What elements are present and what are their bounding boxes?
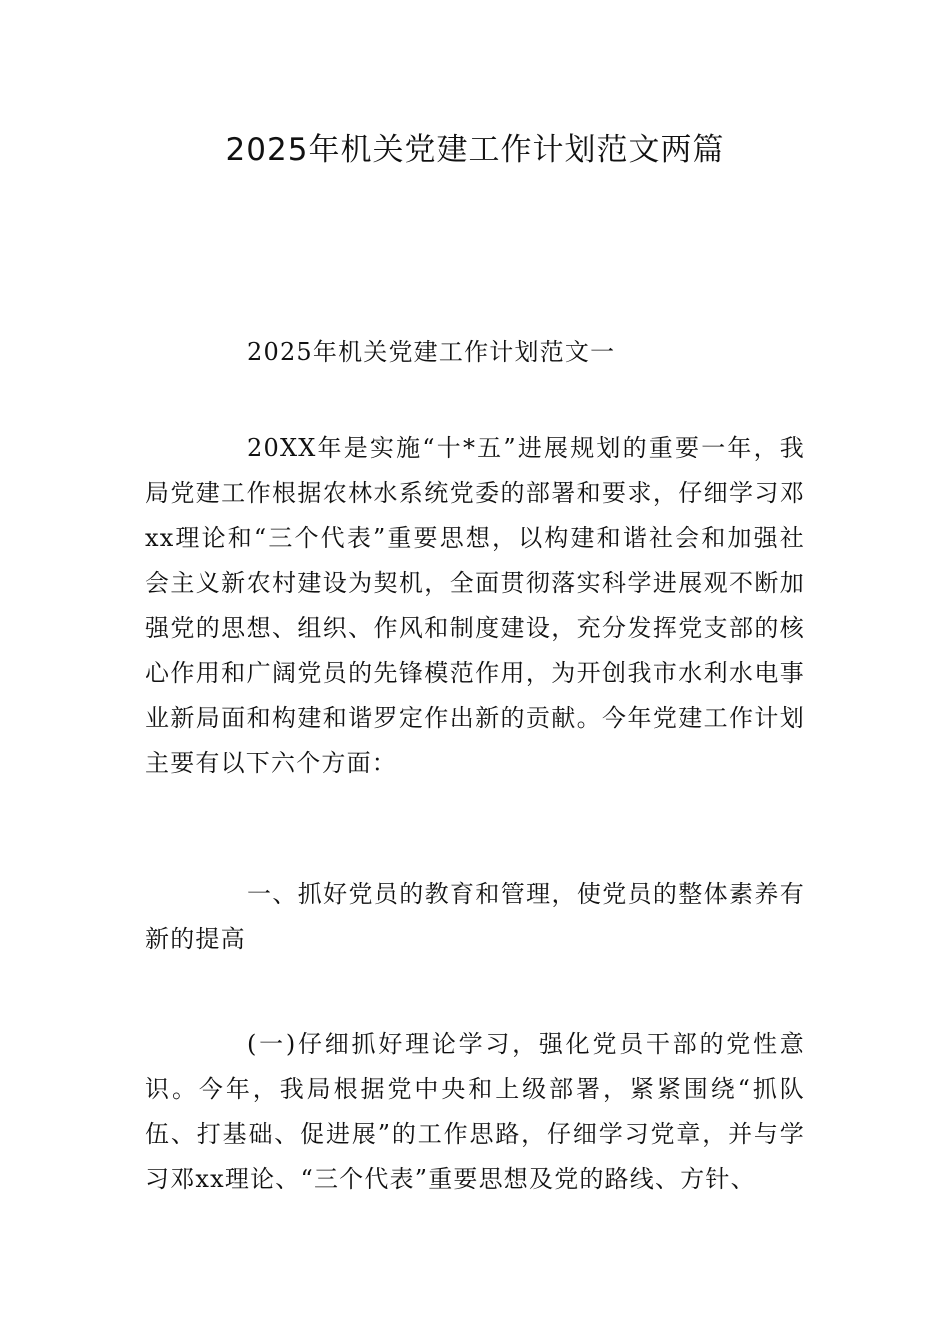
section-subtitle: 2025年机关党建工作计划范文一 <box>247 338 616 366</box>
section-heading: 一、抓好党员的教育和管理，使党员的整体素养有新的提高 <box>145 880 805 953</box>
body-paragraph: 20XX年是实施“十*五”进展规划的重要一年，我局党建工作根据农林水系统党委的部署和要求，仔细学习邓xx理论和“三个代表”重要思想，以构建和谐社会和加强社会主义新农村建设为契机，全面贯彻落实科学进展观不断加强党的思想、组织、作风和制度建设，充分发挥党支部的核心作用和广阔党员的先锋模范作用，为开创我市水利水电事业新局面和构建和谐罗定作出新的贡献。今年党建工作计划主要有以下六个方面： <box>145 434 805 777</box>
document-title: 2025年机关党建工作计划范文两篇 <box>225 132 725 168</box>
body-paragraph: (一)仔细抓好理论学习，强化党员干部的党性意识。今年，我局根据党中央和上级部署，紧紧围绕“抓队伍、打基础、促进展”的工作思路，仔细学习党章，并与学习邓xx理论、“三个代表”重要思想及党的路线、方针、 <box>145 1030 805 1193</box>
